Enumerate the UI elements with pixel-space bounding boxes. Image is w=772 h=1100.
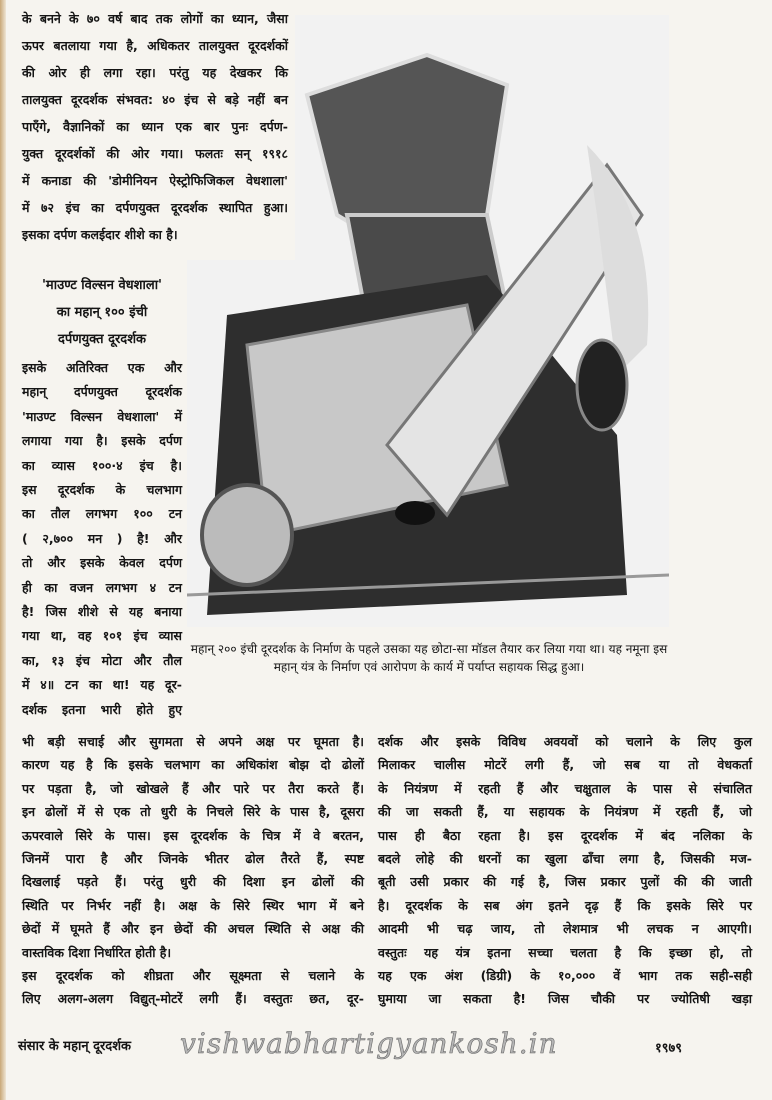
text-line: ऊपरवाले सिरे के पास। इस दूरदर्शक के चित्र में वे बरतन, (22, 827, 364, 843)
text-line: दर्शक और इसके विविध अवयवों को चलाने के लिए कुल (378, 734, 752, 749)
text-line: महान् दर्पणयुक्त दूरदर्शक (22, 384, 182, 400)
top-paragraph (22, 5, 288, 248)
page-edge (0, 0, 6, 1100)
text-line: ( २,७०० मन ) है! और (22, 530, 182, 546)
running-footer-title: संसार के महान् दूरदर्शक (18, 1039, 132, 1054)
text-line: में ४॥ टन का था! यह दूर- (22, 677, 182, 693)
telescope-model-photo (187, 260, 669, 627)
text-line: इसके अतिरिक्त एक और (22, 360, 182, 375)
text-line: युक्त दूरदर्शकों की ओर गया। फलतः सन् १९१८ (22, 146, 288, 161)
text-line: की जा सकती हैं, या सहायक के नियंत्रण में रहती हैं, जो (378, 804, 752, 820)
text-line: यह एक अंश (डिग्री) के १०,००० वें भाग तक सही-सही (378, 968, 752, 984)
text-line: 'माउण्ट विल्सन वेधशाला' में (22, 408, 182, 424)
text-line: पास ही बैठा रहता है। इस दूरदर्शक में बंद नलिका के (378, 827, 752, 843)
right-column-text (378, 730, 752, 1011)
text-line: छेदों में घूमते हैं और इन छेदों की अचल स्थिति से अक्ष की (22, 921, 364, 937)
text-line: है। दूरदर्शक के सब अंग इतने दृढ़ हैं कि इसके सिरे पर (378, 897, 752, 913)
text-line: जिनमें पारा है और जिनके भीतर ढोल तैरते हैं, स्पष्ट (22, 851, 364, 867)
text-line: वस्तुतः यह यंत्र इतना सच्चा चलता है कि इच्छा हो, तो (378, 944, 752, 960)
text-line: बूती उसी प्रकार की गई है, जिस प्रकार पुलों की की जाती (378, 874, 752, 890)
text-line: है! जिस शीशे से यह बनाया (22, 604, 182, 620)
text-line: तालयुक्त दूरदर्शक संभवत: ४० इंच से बड़े नहीं बन (22, 92, 288, 107)
text-line: के नियंत्रण में रहती हैं और चक्षुताल के पास से संचालित (378, 780, 752, 796)
text-line: आदमी भी चढ़ जाय, तो लेशमात्र भी लचक न आएगी। (378, 921, 752, 937)
text-line: लगाया गया है। इसके दर्पण (22, 433, 182, 449)
side-paragraph (22, 356, 182, 722)
text-line: में कनाडा की 'डोमीनियन ऐस्ट्रोफिजिकल वेधशाला' (22, 173, 288, 188)
text-line: कारण यह है कि इसके चलभाग का अधिकांश बोझ दो ढोलों (22, 757, 364, 773)
page-number: १९७९ (655, 1041, 683, 1056)
text-line: दर्शक इतना भारी होते हुए (22, 701, 182, 717)
text-line: में ७२ इंच का दर्पणयुक्त दूरदर्शक स्थापित हुआ। (22, 200, 288, 215)
text-line: दिखलाई पड़ते हैं। परंतु धुरी की दिशा इन ढोलों की (22, 874, 364, 890)
text-line: के बनने के ७० वर्ष बाद तक लोगों का ध्यान, जैसा (22, 11, 288, 26)
text-line: ऊपर बतलाया गया है, अधिकतर तालयुक्त दूरदर्शकों (22, 38, 288, 53)
text-line: की ओर ही लगा रहा। परंतु यह देखकर कि (22, 65, 288, 80)
text-line: बदले लोहे की धरनों का खुला ढाँचा लगा है, जिसकी मज- (378, 851, 752, 867)
text-line: का व्यास १००·४ इंच है। (22, 457, 182, 473)
text-line: लिए अलग-अलग विद्युत्-मोटरें लगी हैं। वस्तुतः छत, दूर- (22, 991, 364, 1007)
text-line: इस दूरदर्शक के चलभाग (22, 482, 182, 498)
text-line: वास्तविक दिशा निर्धारित होती है। (22, 944, 172, 960)
heading-line: 'माउण्ट विल्सन वेधशाला' (41, 278, 163, 293)
text-line: स्थिति पर निर्भर नहीं है। अक्ष के सिरे स्थिर भाग में बने (22, 897, 364, 913)
text-line: गया था, वह १०१ इंच व्यास (22, 628, 182, 644)
text-line: भी बड़ी सचाई और सुगमता से अपने अक्ष पर घूमता है। (22, 734, 364, 749)
text-line: घुमाया जा सकता है! जिस चौकी पर ज्योतिषी खड़ा (378, 991, 752, 1007)
telescope-illustration (295, 15, 669, 260)
text-line: ही का वजन लगभग ४ टन (22, 579, 182, 595)
telescope-illustration (187, 260, 669, 627)
text-line: का तौल लगभग १०० टन (22, 506, 182, 522)
text-line: इन ढोलों में से एक तो धुरी के निचले सिरे के पास है, दूसरा (22, 804, 364, 820)
text-line: पर पड़ता है, जो खोखले हैं और पारे पर तैरा करते हैं। (22, 780, 364, 796)
text-line: इस दूरदर्शक को शीघ्रता और सूक्ष्मता से चलाने के (22, 968, 364, 984)
text-line: तो और इसके केवल दर्पण (22, 555, 182, 571)
text-line: मिलाकर चालीस मोटरें लगी हैं, जो सब या तो वेधकर्ता (378, 757, 752, 773)
watermark: vishwabhartigyankosh.in (180, 1027, 558, 1060)
text-line: पाएँगे, वैज्ञानिकों का ध्यान एक बार पुनः दर्पण- (22, 119, 288, 134)
section-heading (22, 272, 182, 353)
heading-line: दर्पणयुक्त दूरदर्शक (57, 332, 147, 347)
left-column-text (22, 730, 364, 1011)
text-line: इसका दर्पण कलईदार शीशे का है। (22, 227, 178, 242)
telescope-model-photo (295, 15, 669, 260)
photo-caption: महान् २०० इंची दूरदर्शक के निर्माण के पहले उसका यह छोटा-सा मॉडल तैयार कर लिया गया था। यह नमूना इस महान् यंत्र के निर्माण एवं आरोपण के कार्य में पर्याप्त सहायक सिद्ध हुआ। (190, 642, 668, 674)
text-line: का, १३ इंच मोटा और तौल (22, 652, 182, 668)
heading-line: का महान् १०० इंची (56, 305, 148, 320)
